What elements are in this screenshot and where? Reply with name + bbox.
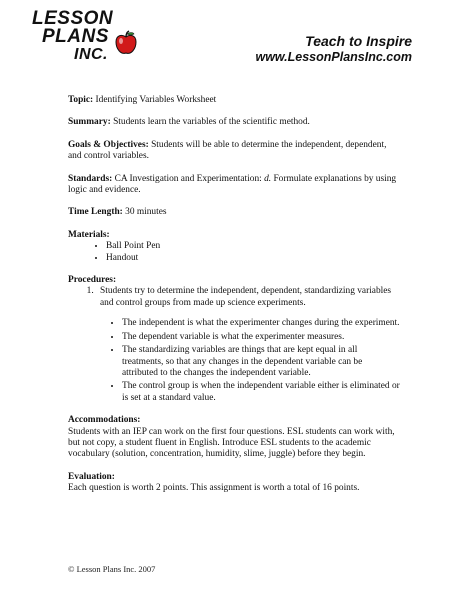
logo-line-1: LESSON <box>32 8 114 29</box>
list-item: • The control group is when the independent variable either is eliminated or is set at a standard value. <box>122 381 400 404</box>
procedures-list <box>68 286 400 404</box>
goals-text: Students will be able to determine the independent, dependent, and control variables. <box>68 139 387 162</box>
logo-line-2: PLANS <box>42 26 109 47</box>
topic-section <box>68 95 400 106</box>
list-item: • The independent is what the experimenter changes during the experiment. <box>122 318 400 329</box>
website-url: www.LessonPlansInc.com <box>255 50 412 64</box>
standards-section <box>68 174 400 197</box>
goals-label: Goals & Objectives: <box>68 139 149 150</box>
time-length-text: 30 minutes <box>122 207 167 218</box>
standards-emphasis: d. <box>264 173 272 184</box>
lesson-content <box>68 95 400 506</box>
tagline: Teach to Inspire <box>305 33 412 49</box>
summary-section <box>68 117 400 128</box>
logo-line-3: INC. <box>74 46 108 63</box>
variable-definitions <box>100 318 400 404</box>
procedures-section <box>68 275 400 404</box>
evaluation-text: Each question is worth 2 points. This assignment is worth a total of 16 points. <box>68 483 360 494</box>
lesson-plans-logo <box>28 8 148 68</box>
procedure-step <box>96 286 400 404</box>
time-length-section <box>68 207 400 218</box>
topic-label: Topic: <box>68 95 94 105</box>
procedures-label: Procedures: <box>68 275 117 286</box>
materials-list <box>68 241 400 264</box>
accommodations-section <box>68 415 400 461</box>
materials-section <box>68 230 400 264</box>
evaluation-section <box>68 472 400 495</box>
standards-text-before: CA Investigation and Experimentation: <box>112 173 265 184</box>
goals-section <box>68 140 400 163</box>
list-item: • The dependent variable is what the experimenter measures. <box>122 332 400 343</box>
standards-label: Standards: <box>68 173 113 184</box>
list-item: • The standardizing variables are things that are kept equal in all treatments, so that any changes in the dependent variable can be attributed to the changes the independent variable. <box>122 345 400 379</box>
list-item: • Ball Point Pen <box>106 241 400 252</box>
standards-text-after: Formulate explanations by using logic and evidence. <box>68 173 397 196</box>
summary-text: Students learn the variables of the scientific method. <box>110 117 310 128</box>
list-item: • Handout <box>106 253 400 264</box>
accommodations-label: Accommodations: <box>68 415 141 426</box>
accommodations-text: Students with an IEP can work on the first four questions. ESL students can work with, but not copy, a student fluent in English. Introduce ESL students to the academic vocabulary (solution, concentration, humidity, slime, juggle) before they begin. <box>68 426 395 460</box>
procedure-step-text: Students try to determine the independent, dependent, standardizing variables and control groups from made up science experiments. <box>100 286 392 308</box>
copyright-footer: © Lesson Plans Inc. 2007 <box>68 564 156 574</box>
materials-label: Materials: <box>68 229 110 240</box>
apple-icon <box>114 30 138 56</box>
time-length-label: Time Length: <box>68 207 123 218</box>
evaluation-label: Evaluation: <box>68 471 115 482</box>
summary-label: Summary: <box>68 117 111 128</box>
topic-text: Identifying Variables Worksheet <box>93 95 217 105</box>
